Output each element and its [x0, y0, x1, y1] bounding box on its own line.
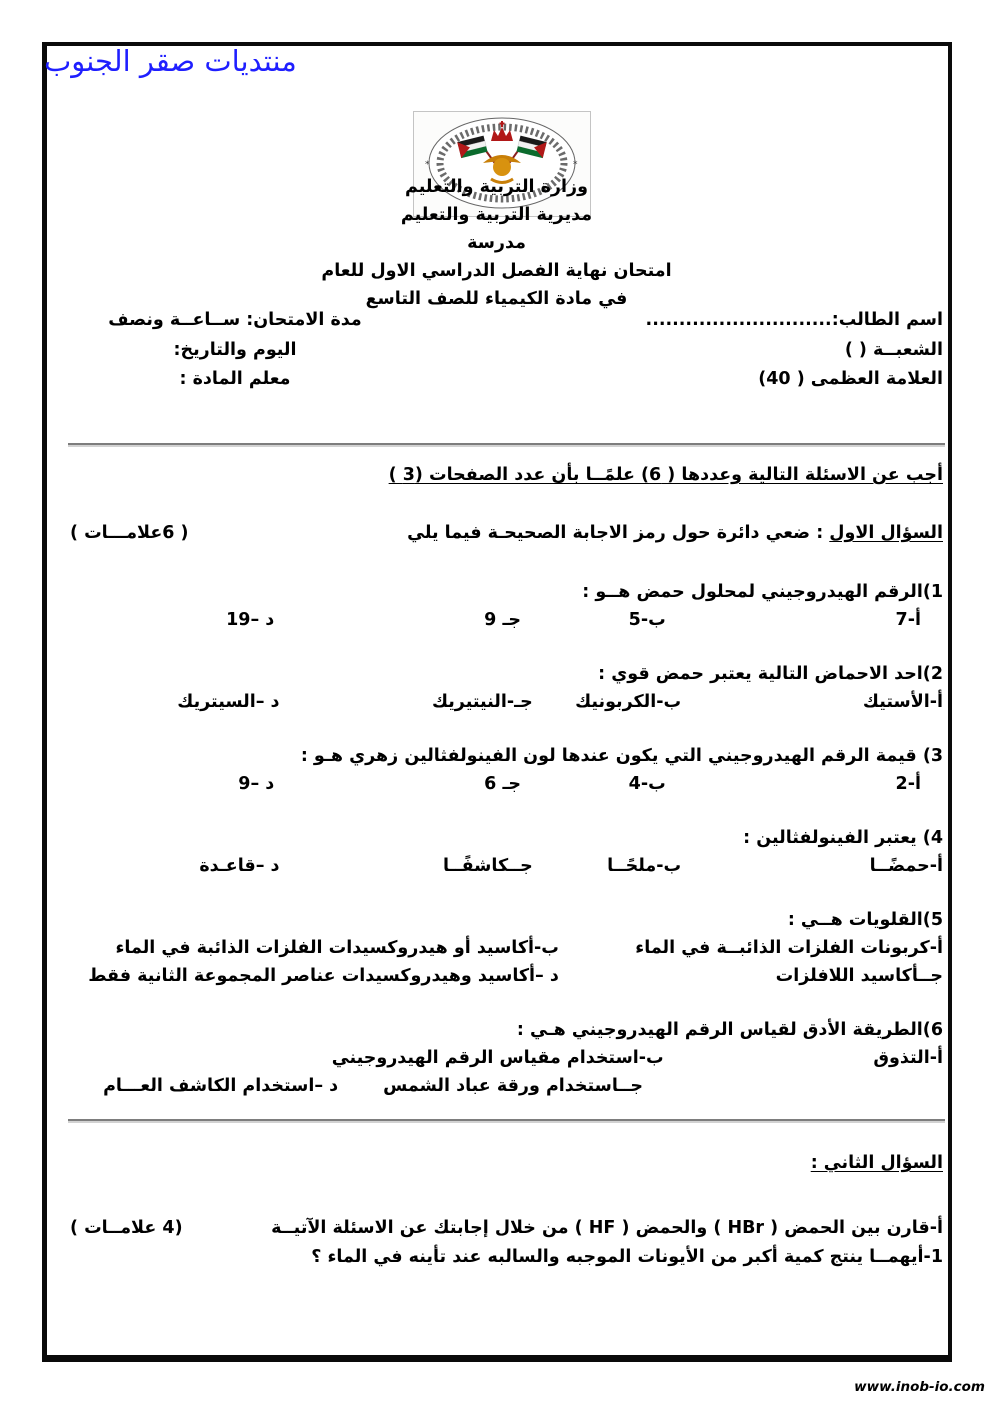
question-1-option-c: جـ 9	[484, 610, 522, 630]
question-3	[70, 745, 943, 796]
question-2-option-d: د –السيتريك	[177, 692, 280, 712]
question-4-option-b: ب-ملحًــا	[607, 856, 682, 876]
school-line: مدرسة	[467, 233, 526, 253]
question-3-stem: 3) قيمة الرقم الهيدروجيني التي يكون عندها لون الفينولفثالين زهري هـو :	[300, 746, 943, 766]
question-6-option-b: ب-استخدام مقياس الرقم الهيدروجيني	[331, 1048, 664, 1068]
question-4-stem: 4) يعتبر الفينولفثالين :	[743, 828, 943, 848]
max-mark-field: العلامة العظمى ( 40)	[758, 369, 943, 389]
section2-marks: (4 علامــات )	[70, 1218, 183, 1238]
section2-part-a: أ-قارن بين الحمض ( HBr ) والحمض ( HF ) من خلال إجابتك عن الاسئلة الآتيــة	[271, 1218, 943, 1238]
question-4-option-a: أ-حمضًــا	[869, 856, 943, 876]
section1-prompt: : ضعي دائرة حول رمز الاجابة الصحيحـة فيما يلي	[407, 523, 830, 543]
exam-meta-block	[70, 306, 400, 395]
section-field: الشعبــة ( )	[844, 339, 943, 360]
section1-marks: ( 6علامـــات )	[70, 523, 189, 543]
directorate-line: مديرية التربية والتعليم	[400, 205, 593, 225]
subject-line: في مادة الكيمياء للصف التاسع	[365, 289, 628, 309]
question-5	[70, 909, 943, 988]
forum-watermark: منتديات صقر الجنوب	[44, 44, 297, 78]
question-5-option-d: د –أكاسيد وهيدروكسيدات عناصر المجموعة الثانية فقط	[88, 966, 559, 986]
question-6-option-c: جــاستخدام ورقة عباد الشمس	[383, 1076, 643, 1096]
question-2-option-c: جـ-النيتيريك	[431, 692, 533, 712]
section1-block	[70, 464, 943, 1129]
teacher-field: معلم المادة :	[179, 369, 291, 389]
day-date-field: اليوم والتاريخ:	[173, 339, 297, 360]
footer-url: www.inob-io.com	[854, 1379, 985, 1395]
question-1-stem: 1)الرقم الهيدروجيني لمحلول حمض هــو :	[582, 582, 943, 602]
section1-title: السؤال الاول	[829, 523, 943, 543]
question-5-option-c: جــأكاسيد اللافلزات	[775, 966, 943, 986]
question-6	[70, 1019, 943, 1098]
question-1-option-b: ب-5	[628, 610, 666, 630]
svg-text:*: *	[573, 160, 578, 170]
duration-field: مدة الامتحان: ســاعــة ونصف	[108, 310, 362, 330]
question-2-option-a: أ-الأستيك	[862, 692, 943, 712]
question-2	[70, 663, 943, 714]
exam-title-line: امتحان نهاية الفصل الدراسي الاول للعام	[321, 261, 672, 281]
ministry-line: وزارة التربية والتعليم	[405, 177, 588, 197]
student-info-block	[646, 306, 943, 395]
svg-text:*: *	[425, 160, 430, 170]
section2-block	[70, 1152, 943, 1269]
question-5-option-a: أ-كربونات الفلزات الذائبــة في الماء	[635, 938, 943, 958]
question-1	[70, 581, 943, 632]
question-6-stem: 6)الطريقة الأدق لقياس الرقم الهيدروجيني هـي :	[516, 1020, 943, 1040]
question-3-option-d: د –9	[238, 774, 275, 794]
question-4-option-d: د –قاعـدة	[199, 856, 280, 876]
question-3-option-c: جـ 6	[484, 774, 522, 794]
question-1-option-d: د –19	[226, 610, 275, 630]
horizontal-rule-top	[68, 443, 945, 445]
question-6-option-d: د –استخدام الكاشف العـــام	[103, 1076, 339, 1096]
section1-heading	[407, 522, 943, 545]
question-6-option-a: أ-التذوق	[873, 1048, 943, 1068]
question-1-option-a: أ-7	[895, 610, 921, 630]
question-2-option-b: ب-الكربونيك	[575, 692, 682, 712]
question-4-option-c: جــكاشفًــا	[443, 856, 533, 876]
header-block	[100, 173, 893, 313]
question-2-stem: 2)احد الاحماض التالية يعتبر حمض قوي :	[598, 664, 943, 684]
section2-title: السؤال الثاني :	[810, 1153, 943, 1173]
student-name-field: اسم الطالب:............................	[645, 310, 943, 330]
section2-item-1: 1-أيهمــا ينتج كمية أكبر من الأيونات الموجبه والسالبه عند تأينه في الماء ؟	[311, 1247, 943, 1267]
question-5-option-b: ب-أكاسيد أو هيدروكسيدات الفلزات الذائبة في الماء	[115, 938, 559, 958]
question-4	[70, 827, 943, 878]
question-3-option-b: ب-4	[628, 774, 666, 794]
question-5-stem: 5)القلويات هــي :	[787, 910, 943, 930]
horizontal-rule-bottom	[68, 1119, 945, 1121]
instructions-line: أجب عن الاسئلة التالية وعددها ( 6) علمًــا بأن عدد الصفحات (3 )	[388, 465, 943, 485]
question-3-option-a: أ-2	[895, 774, 921, 794]
